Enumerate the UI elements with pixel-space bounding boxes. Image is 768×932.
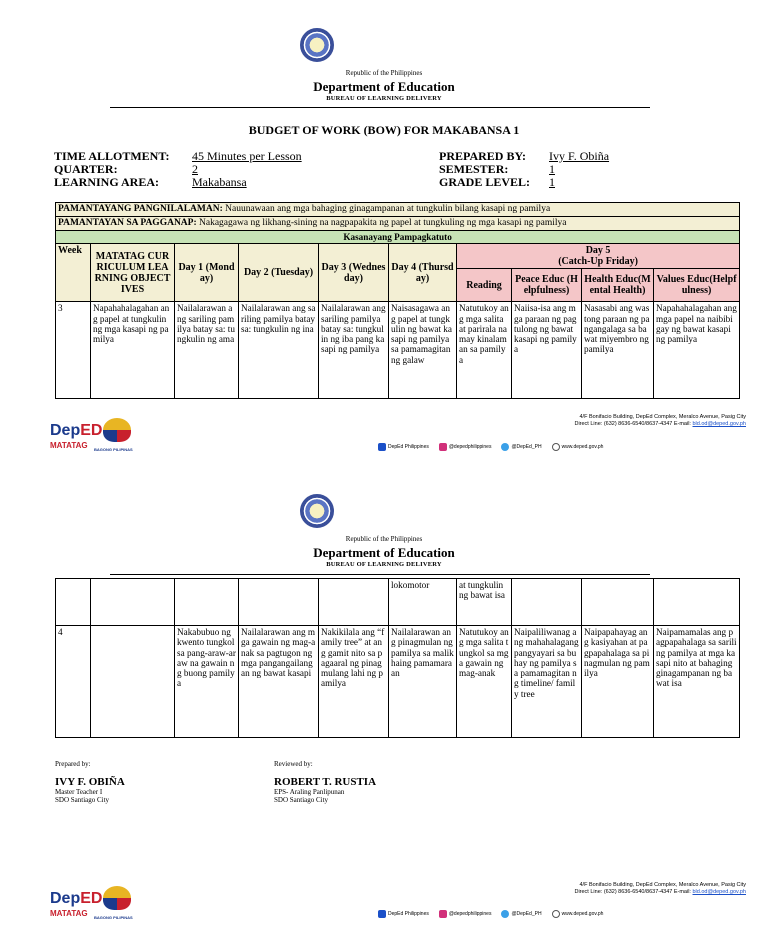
instagram-text-2[interactable]: @depedphilippines [448,911,492,917]
objectives-header: MATATAG CURRICULUM LEARNING OBJECTIVES [91,244,175,302]
instagram-icon [439,443,447,451]
deped-seal-icon [300,28,334,62]
quarter-label: QUARTER: [54,162,118,176]
day4-header: Day 4 (Thursday) [389,244,457,302]
reviewed-by-block [274,760,376,804]
email-link-2[interactable]: bld.od@deped.gov.ph [692,889,746,895]
reading-cell: Natutukoy ang mga salita tungkol sa mga gawain ng mag-anak [457,626,512,738]
prepared-label: Prepared by: [55,760,91,768]
bow-table [55,202,740,399]
facebook-icon [378,443,386,451]
learning-area-value: Makabansa [192,175,247,189]
footer-address [574,414,746,428]
prepared-name: IVY F. OBIÑA [55,776,125,788]
peace-header: Peace Educ (Helpfulness) [512,269,582,302]
day2-header: Day 2 (Tuesday) [239,244,319,302]
republic-text: Republic of the Philippines [345,69,423,77]
prepared-by-block [55,760,125,804]
website-text[interactable]: www.deped.gov.ph [561,444,604,450]
header-rule [110,107,650,108]
bagong-pilipinas-text-2: BAGONG PILIPINAS [94,915,133,920]
prepared-title: Master Teacher I [55,788,103,796]
twitter-icon [501,443,509,451]
email-link[interactable]: bld.od@deped.gov.ph [692,421,746,427]
deped-logo-ed: ED [80,422,103,439]
twitter-icon [501,910,509,918]
department-title: Department of Education [313,79,455,94]
header-rule-2 [110,574,650,575]
day3-cell: Nailalarawan ang sariling pamilya batay sa: tungkulin ng iba pang kasapi ng pamilya [319,302,389,399]
week-cell: 3 [56,302,91,399]
health-cell: Nasasabi ang wastong paraan ng pangangalaga sa bawat miyembro ng pamilya [582,302,654,399]
day4-cell: Naisasagawa ang papel at tungkulin ng bawat kasapi ng pamilya sa pamamagitan ng galaw [389,302,457,399]
day1-header: Day 1 (Monday) [175,244,239,302]
day1-cell [175,579,239,626]
semester-value: 1 [549,162,555,176]
reading-cell: Natutukoy ang mga salita at parirala na may kinalaman sa pamilya [457,302,512,399]
deped-logo-ed-2: ED [80,890,103,907]
grade-level-value: 1 [549,175,555,189]
peace-cell: Naipaliliwanag ang mahahalagang pangyayari sa buhay ng pamilya sa pamamagitan ng timeline/ family tree [512,626,582,738]
peace-cell: Naiisa-isa ang mga paraan ng pagtulong ng bawat kasapi ng pamilya [512,302,582,399]
week-cell [56,579,91,626]
contact-line [574,421,746,428]
address-line: 4/F Bonifacio Building, DepEd Complex, Meralco Avenue, Pasig City [579,414,746,420]
deped-logo-dep: Dep [50,422,81,439]
facebook-text-2[interactable]: DepEd Philippines [388,911,429,917]
deped-seal-icon-2 [300,494,334,528]
reviewed-title: EPS- Araling Panlipunan [274,788,345,796]
values-header: Values Educ(Helpfulness) [654,269,740,302]
bagong-pilipinas-icon [103,418,131,442]
reading-header: Reading [457,269,512,302]
day4-cell: Nailalarawan ang pinagmulan ng pamilya sa malikhaing pamamaraan [389,626,457,738]
quarter-value: 2 [192,162,198,176]
day2-cell: Nailalarawan ang sariling pamilya batay sa: tungkulin ng ina [239,302,319,399]
social-bar [378,443,603,451]
pagganap-label: PAMANTAYAN SA PAGGANAP: [58,218,197,228]
kasanayang-row: Kasanayang Pampagkatuto [56,231,740,244]
republic-text-2: Republic of the Philippines [345,535,423,543]
bagong-pilipinas-text: BAGONG PILIPINAS [94,447,133,452]
globe-icon [552,910,560,918]
prepared-office: SDO Santiago City [55,796,110,804]
matatag-logo-2: MATATAG [50,909,88,918]
time-allotment-label: TIME ALLOTMENT: [54,149,170,163]
reviewed-office: SDO Santiago City [274,796,329,804]
instagram-text[interactable]: @depedphilippines [448,444,492,450]
bow-table-continued [55,578,740,738]
day1-cell: Nailalarawan ang sariling pamilya batay sa: tungkulin ng ama [175,302,239,399]
document-title: BUDGET OF WORK (BOW) FOR MAKABANSA 1 [248,123,520,137]
peace-cell [512,579,582,626]
day2-cell: Nailalarawan ang mga gawain ng mag-anak sa pagtugon ng mga pangangailangan ng bawat kasapi [239,626,319,738]
contact-text: Direct Line: (632) 8636-6540/8637-4347 E-mail: [574,421,691,427]
values-cell [654,579,740,626]
bureau-text: BUREAU OF LEARNING DELIVERY [326,95,442,102]
objectives-cell: Napahahalagahan ang papel at tungkulin ng mga kasapi ng pamilya [91,302,175,399]
prepared-by-value: Ivy F. Obiña [549,149,610,163]
day2-cell [239,579,319,626]
table-row [56,626,740,738]
website-text-2[interactable]: www.deped.gov.ph [561,911,604,917]
grade-level-label: GRADE LEVEL: [439,175,531,189]
day3-cell: Nakikilala ang “family tree” at ang gamit nito sa pagaaral ng pinagmulang lahi ng pamilya [319,626,389,738]
bureau-text-2: BUREAU OF LEARNING DELIVERY [326,561,442,568]
objectives-cell [91,579,175,626]
pamantayang-row [56,203,740,217]
day3-cell [319,579,389,626]
table-row [56,579,740,626]
department-title-2: Department of Education [313,545,455,560]
table-row [56,302,740,399]
twitter-text[interactable]: @DepEd_PH [511,444,542,450]
pagganap-text: Nakagagawa ng likhang-sining na nagpapakita ng papel at tungkuling ng mga kasapi ng pamilya [199,218,567,228]
objectives-cell [91,626,175,738]
day4-cell: lokomotor [389,579,457,626]
reviewed-name: ROBERT T. RUSTIA [274,776,377,788]
twitter-text-2[interactable]: @DepEd_PH [511,911,542,917]
pagganap-row [56,217,740,231]
health-cell [582,579,654,626]
pamantayang-label: PAMANTAYANG PANGNILALAMAN: [58,204,223,214]
semester-label: SEMESTER: [439,162,509,176]
day1-cell: Nakabubuo ng kwento tungkol sa pang-araw-araw na gawain ng buong pamilya [175,626,239,738]
day5-subtitle: (Catch-Up Friday) [558,256,638,268]
footer-address-2 [574,882,746,896]
instagram-icon [439,910,447,918]
contact-line-2 [574,889,746,896]
day3-header: Day 3 (Wednesday) [319,244,389,302]
facebook-icon [378,910,386,918]
social-bar-2 [378,910,603,918]
values-cell: Napahahalagahan ang mga papel na naibibigay ng bawat kasapi ng pamilya [654,302,740,399]
day5-title: Day 5 [585,245,611,257]
bagong-pilipinas-icon-2 [103,886,131,910]
pamantayang-text: Nauunawaan ang mga bahaging ginagampanan at tungkulin bilang kasapi ng pamilya [225,204,551,214]
contact-text-2: Direct Line: (632) 8636-6540/8637-4347 E-mail: [574,889,691,895]
globe-icon [552,443,560,451]
time-allotment-value: 45 Minutes per Lesson [192,149,302,163]
address-line-2: 4/F Bonifacio Building, DepEd Complex, Meralco Avenue, Pasig City [579,882,746,888]
health-header: Health Educ(Mental Health) [582,269,654,302]
day5-header [457,244,740,269]
reading-cell: at tungkulin ng bawat isa [457,579,512,626]
deped-logo-2 [50,890,102,908]
learning-area-label: LEARNING AREA: [54,175,160,189]
values-cell: Naipamamalas ang pagpapahalaga sa sariling pamilya at mga kasapi nito at bahaging ginagampanan ng bawat isa [654,626,740,738]
prepared-by-label: PREPARED BY: [439,149,527,163]
reviewed-label: Reviewed by: [274,760,313,768]
week-header: Week [56,244,91,302]
deped-logo [50,422,102,440]
health-cell: Naipapahayag ang kasiyahan at pagpapahalaga sa pinagmulan ng pamilya [582,626,654,738]
facebook-text[interactable]: DepEd Philippines [388,444,429,450]
week-cell: 4 [56,626,91,738]
matatag-logo: MATATAG [50,441,88,450]
deped-logo-dep-2: Dep [50,890,81,907]
